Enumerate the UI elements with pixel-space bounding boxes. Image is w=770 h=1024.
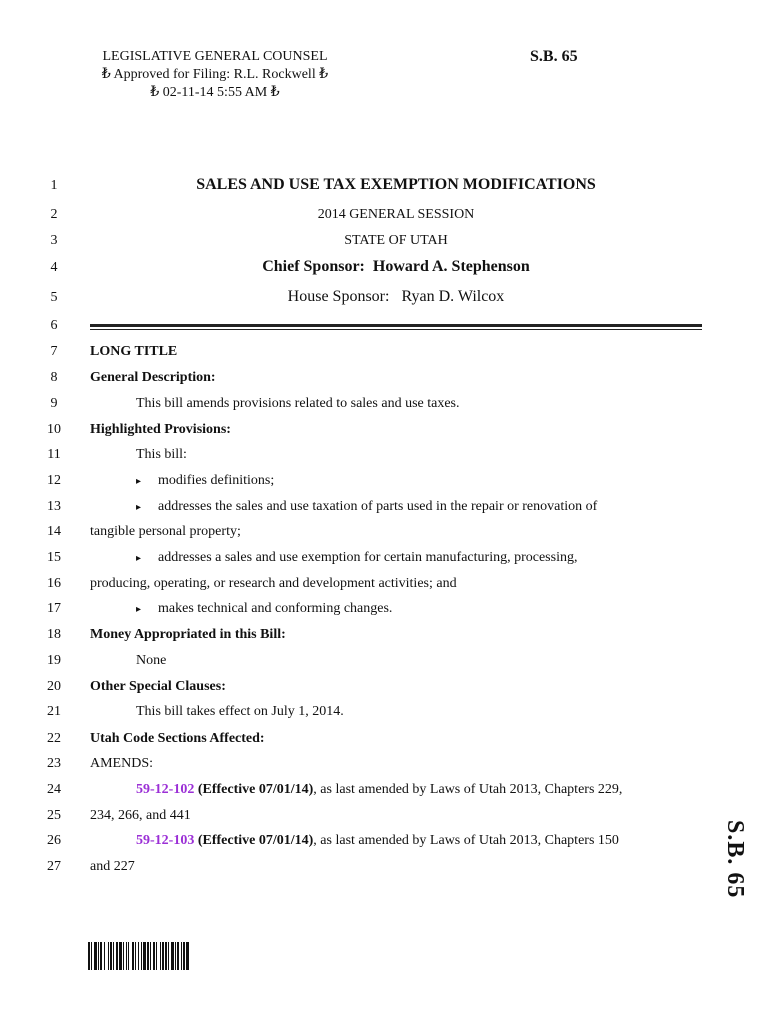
- code-section-link[interactable]: 59-12-102: [136, 782, 195, 797]
- bullet-icon: ▸: [136, 553, 142, 564]
- line-number: 14: [47, 524, 61, 539]
- long-title-heading: LONG TITLE: [90, 344, 178, 359]
- special-clauses-text: This bill takes effect on July 1, 2014.: [136, 704, 344, 719]
- bill-number: S.B. 65: [530, 48, 578, 65]
- line-number: 2: [50, 207, 58, 222]
- approved-line: ₺ Approved for Filing: R.L. Rockwell ₺: [101, 67, 329, 82]
- provision-text: addresses the sales and use taxation of parts used in the repair or renovation of: [158, 499, 598, 514]
- code-section-entry: [136, 833, 619, 849]
- special-clauses-heading: Other Special Clauses:: [90, 679, 226, 694]
- line-number: 19: [47, 653, 61, 668]
- provision-text: addresses a sales and use exemption for certain manufacturing, processing,: [158, 550, 578, 565]
- this-bill-text: This bill:: [136, 447, 187, 462]
- provision-continuation: producing, operating, or research and development activities; and: [90, 576, 457, 591]
- state: STATE OF UTAH: [344, 233, 448, 248]
- line-number: 3: [50, 233, 58, 248]
- provision-continuation: tangible personal property;: [90, 524, 241, 539]
- barcode: [88, 942, 232, 970]
- provision-text: modifies definitions;: [158, 473, 275, 488]
- provision-item: [136, 601, 392, 617]
- money-appropriated-text: None: [136, 653, 167, 668]
- provision-item: [136, 473, 274, 489]
- line-number: 23: [47, 756, 61, 771]
- line-number: 5: [50, 290, 58, 305]
- line-number: 22: [47, 731, 61, 746]
- line-number: 25: [47, 808, 61, 823]
- code-sections-heading: Utah Code Sections Affected:: [90, 731, 265, 746]
- session: 2014 GENERAL SESSION: [317, 207, 475, 222]
- line-number: 11: [47, 447, 61, 462]
- code-section-continuation: and 227: [90, 859, 135, 874]
- code-section-continuation: 234, 266, and 441: [90, 808, 191, 823]
- line-number: 12: [47, 473, 61, 488]
- line-number: 6: [50, 318, 58, 333]
- line-number: 4: [50, 260, 58, 275]
- line-number: 24: [47, 782, 61, 797]
- line-number: 8: [50, 370, 58, 385]
- line-number: 10: [47, 422, 61, 437]
- line-number: 21: [47, 704, 61, 719]
- code-section-link[interactable]: 59-12-103: [136, 833, 195, 848]
- general-description-heading: General Description:: [90, 370, 216, 385]
- line-number: 15: [47, 550, 61, 565]
- line-number: 26: [47, 833, 61, 848]
- effective-date: (Effective 07/01/14): [197, 782, 314, 797]
- line-number: 17: [47, 601, 61, 616]
- money-appropriated-heading: Money Appropriated in this Bill:: [90, 627, 286, 642]
- counsel-line: LEGISLATIVE GENERAL COUNSEL: [102, 49, 328, 64]
- amends-label: AMENDS:: [90, 756, 154, 771]
- double-rule-top: [90, 324, 702, 327]
- line-number: 13: [47, 499, 61, 514]
- filing-header: [60, 48, 370, 102]
- line-number: 18: [47, 627, 61, 642]
- timestamp-line: ₺ 02-11-14 5:55 AM ₺: [150, 85, 280, 100]
- side-bill-label: S.B. 65: [722, 820, 748, 899]
- provision-item: [136, 550, 577, 566]
- code-section-entry: [136, 782, 622, 798]
- amendment-text: , as last amended by Laws of Utah 2013, Chapters 150: [313, 833, 619, 848]
- effective-date: (Effective 07/01/14): [197, 833, 314, 848]
- bullet-icon: ▸: [136, 604, 142, 615]
- line-number: 20: [47, 679, 61, 694]
- bill-title: SALES AND USE TAX EXEMPTION MODIFICATIONS: [196, 176, 596, 193]
- line-number: 1: [50, 178, 58, 193]
- line-number: 16: [47, 576, 61, 591]
- amendment-text: , as last amended by Laws of Utah 2013, Chapters 229,: [313, 782, 623, 797]
- bullet-icon: ▸: [136, 502, 142, 513]
- bullet-icon: ▸: [136, 476, 142, 487]
- general-description-text: This bill amends provisions related to sales and use taxes.: [136, 396, 460, 411]
- chief-sponsor: Chief Sponsor: Howard A. Stephenson: [262, 258, 530, 275]
- line-number: 7: [50, 344, 58, 359]
- provision-text: makes technical and conforming changes.: [158, 601, 393, 616]
- provision-item: [136, 499, 597, 515]
- line-number: 27: [47, 859, 61, 874]
- house-sponsor: House Sponsor: Ryan D. Wilcox: [287, 288, 505, 305]
- double-rule-bottom: [90, 329, 702, 330]
- line-number: 9: [50, 396, 58, 411]
- highlighted-provisions-heading: Highlighted Provisions:: [90, 422, 231, 437]
